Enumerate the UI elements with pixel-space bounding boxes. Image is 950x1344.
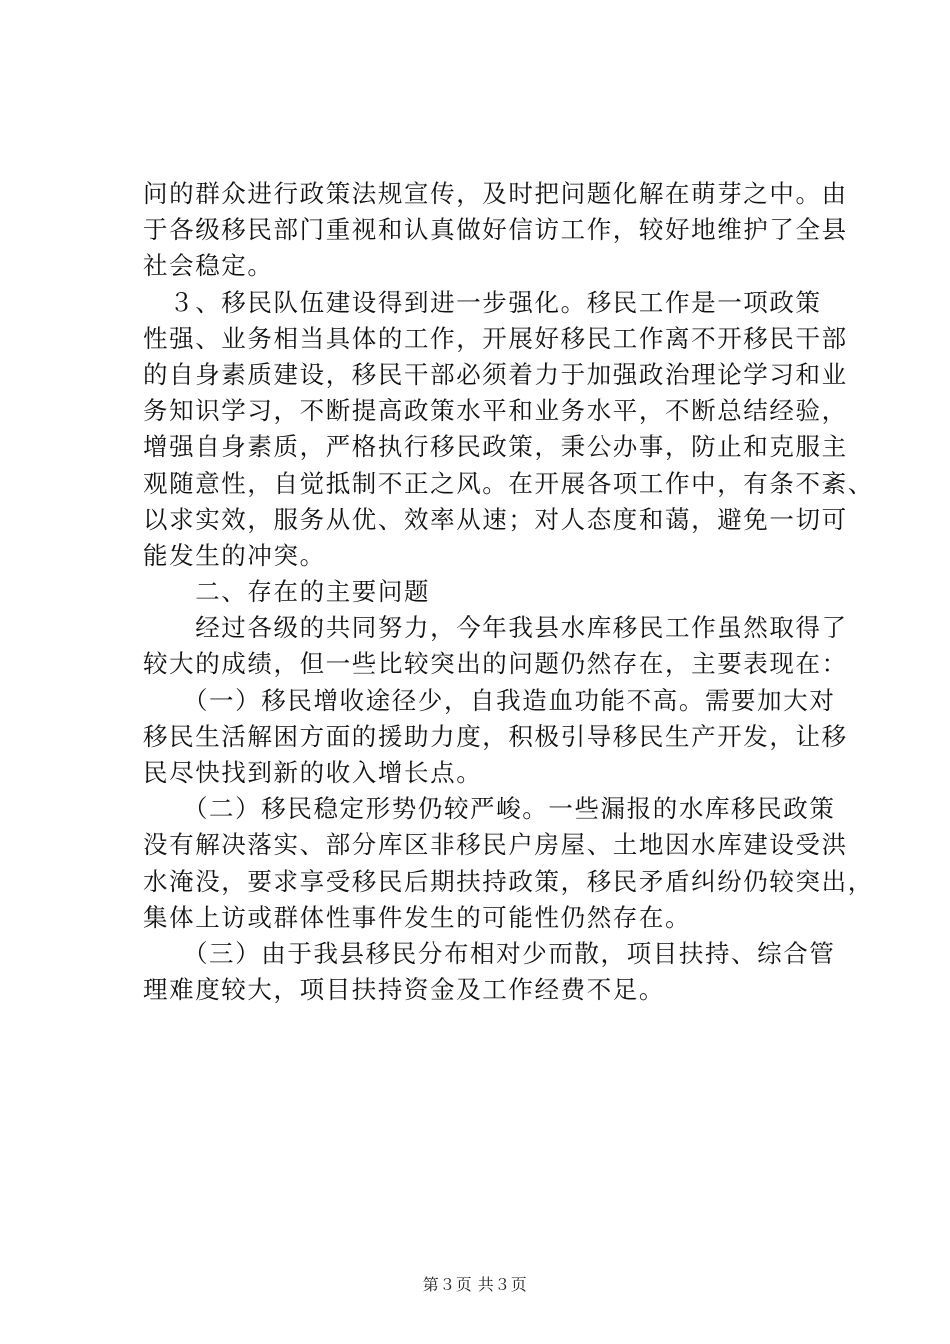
text-line: 增强自身素质，严格执行移民政策，秉公办事，防止和克服主 xyxy=(143,432,848,462)
text-line: ３、移民队伍建设得到进一步强化。移民工作是一项政策 xyxy=(143,287,822,317)
text-line: （一）移民增收途径少，自我造血功能不高。需要加大对 xyxy=(143,685,836,715)
text-line: 务知识学习，不断提高政策水平和业务水平，不断总结经验， xyxy=(143,396,848,426)
text-line: 移民生活解困方面的援助力度，积极引导移民生产开发，让移 xyxy=(143,721,848,751)
text-line: 问的群众进行政策法规宣传，及时把问题化解在萌芽之中。由 xyxy=(143,179,848,208)
text-line: 观随意性，自觉抵制不正之风。在开展各项工作中，有条不紊、 xyxy=(143,468,874,498)
text-line: 经过各级的共同努力，今年我县水库移民工作虽然取得了 xyxy=(143,613,848,643)
text-line: 性强、业务相当具体的工作，开展好移民工作离不开移民干部 xyxy=(143,323,848,353)
text-line: 理难度较大，项目扶持资金及工作经费不足。 xyxy=(143,975,665,1005)
document-body xyxy=(143,176,874,1008)
text-line: 没有解决落实、部分库区非移民户房屋、土地因水库建设受洪 xyxy=(143,830,848,860)
text-line: （二）移民稳定形势仍较严峻。一些漏报的水库移民政策 xyxy=(143,794,836,824)
text-line: 以求实效，服务从优、效率从速；对人态度和蔼，避免一切可 xyxy=(143,504,848,534)
text-line: （三）由于我县移民分布相对少而散，项目扶持、综合管 xyxy=(143,938,836,968)
text-line: 水淹没，要求享受移民后期扶持政策，移民矛盾纠纷仍较突出， xyxy=(143,866,874,896)
text-line: 于各级移民部门重视和认真做好信访工作，较好地维护了全县 xyxy=(143,215,848,245)
text-line: 能发生的冲突。 xyxy=(143,540,326,570)
text-line: 较大的成绩，但一些比较突出的问题仍然存在，主要表现在： xyxy=(143,649,848,679)
text-line: 民尽快找到新的收入增长点。 xyxy=(143,758,483,787)
text-line: 的自身素质建设，移民干部必须着力于加强政治理论学习和业 xyxy=(143,359,848,389)
section-heading: 二、存在的主要问题 xyxy=(143,577,431,607)
page-number-footer: 第３页 共３页 xyxy=(422,1275,528,1294)
text-line: 集体上访或群体性事件发生的可能性仍然存在。 xyxy=(143,902,692,932)
text-line: 社会稳定。 xyxy=(143,251,274,281)
